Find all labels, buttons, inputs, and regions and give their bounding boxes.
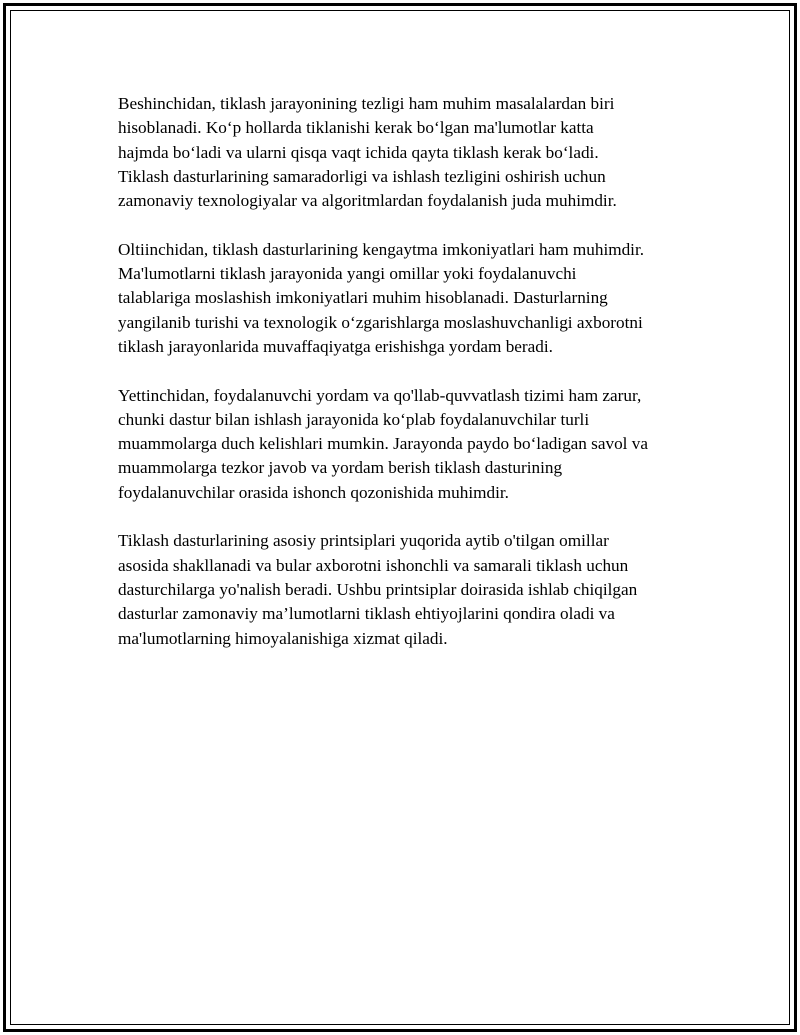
text-line: zamonaviy texnologiyalar va algoritmlardan foydalanish juda muhimdir.	[118, 191, 617, 211]
text-line: Ma'lumotlarni tiklash jarayonida yangi omillar yoki foydalanuvchi	[118, 264, 577, 284]
text-line: Tiklash dasturlarining asosiy printsiplari yuqorida aytib o'tilgan omillar	[118, 531, 609, 551]
text-line: dasturchilarga yo'nalish beradi. Ushbu printsiplar doirasida ishlab chiqilgan	[118, 579, 638, 599]
text-line: Yettinchidan, foydalanuvchi yordam va qo'llab-quvvatlash tizimi ham zarur,	[118, 385, 642, 405]
text-line: tiklash jarayonlarida muvaffaqiyatga erishishga yordam beradi.	[118, 336, 553, 356]
text-line: ma'lumotlarning himoyalanishiga xizmat qiladi.	[118, 628, 448, 648]
paragraph-conclusion	[118, 529, 698, 650]
text-line: dasturlar zamonaviy ma’lumotlarni tiklash ehtiyojlarini qondira oladi va	[118, 604, 615, 624]
text-line: hajmda bo‘ladi va ularni qisqa vaqt ichida qayta tiklash kerak bo‘ladi.	[118, 142, 599, 162]
text-line: hisoblanadi. Ko‘p hollarda tiklanishi kerak bo‘lgan ma'lumotlar katta	[118, 118, 594, 138]
paragraph-oltiinchidan	[118, 238, 698, 359]
text-line: muammolarga duch kelishlari mumkin. Jarayonda paydo bo‘ladigan savol va	[118, 434, 648, 454]
text-line: Tiklash dasturlarining samaradorligi va ishlash tezligini oshirish uchun	[118, 166, 606, 186]
text-line: talablariga moslashish imkoniyatlari muhim hisoblanadi. Dasturlarning	[118, 288, 608, 308]
text-line: yangilanib turishi va texnologik o‘zgarishlarga moslashuvchanligi axborotni	[118, 312, 643, 332]
document-body	[118, 92, 698, 675]
text-line: asosida shakllanadi va bular axborotni ishonchli va samarali tiklash uchun	[118, 555, 629, 575]
text-line: Oltiinchidan, tiklash dasturlarining kengaytma imkoniyatlari ham muhimdir.	[118, 239, 645, 259]
text-line: Beshinchidan, tiklash jarayonining tezligi ham muhim masalalardan biri	[118, 94, 615, 113]
text-line: muammolarga tezkor javob va yordam berish tiklash dasturining	[118, 458, 563, 478]
paragraph-yettinchidan	[118, 384, 698, 505]
text-line: chunki dastur bilan ishlash jarayonida ko‘plab foydalanuvchilar turli	[118, 409, 590, 429]
text-line: foydalanuvchilar orasida ishonch qozonishida muhimdir.	[118, 482, 509, 502]
paragraph-beshinchidan	[118, 92, 698, 213]
